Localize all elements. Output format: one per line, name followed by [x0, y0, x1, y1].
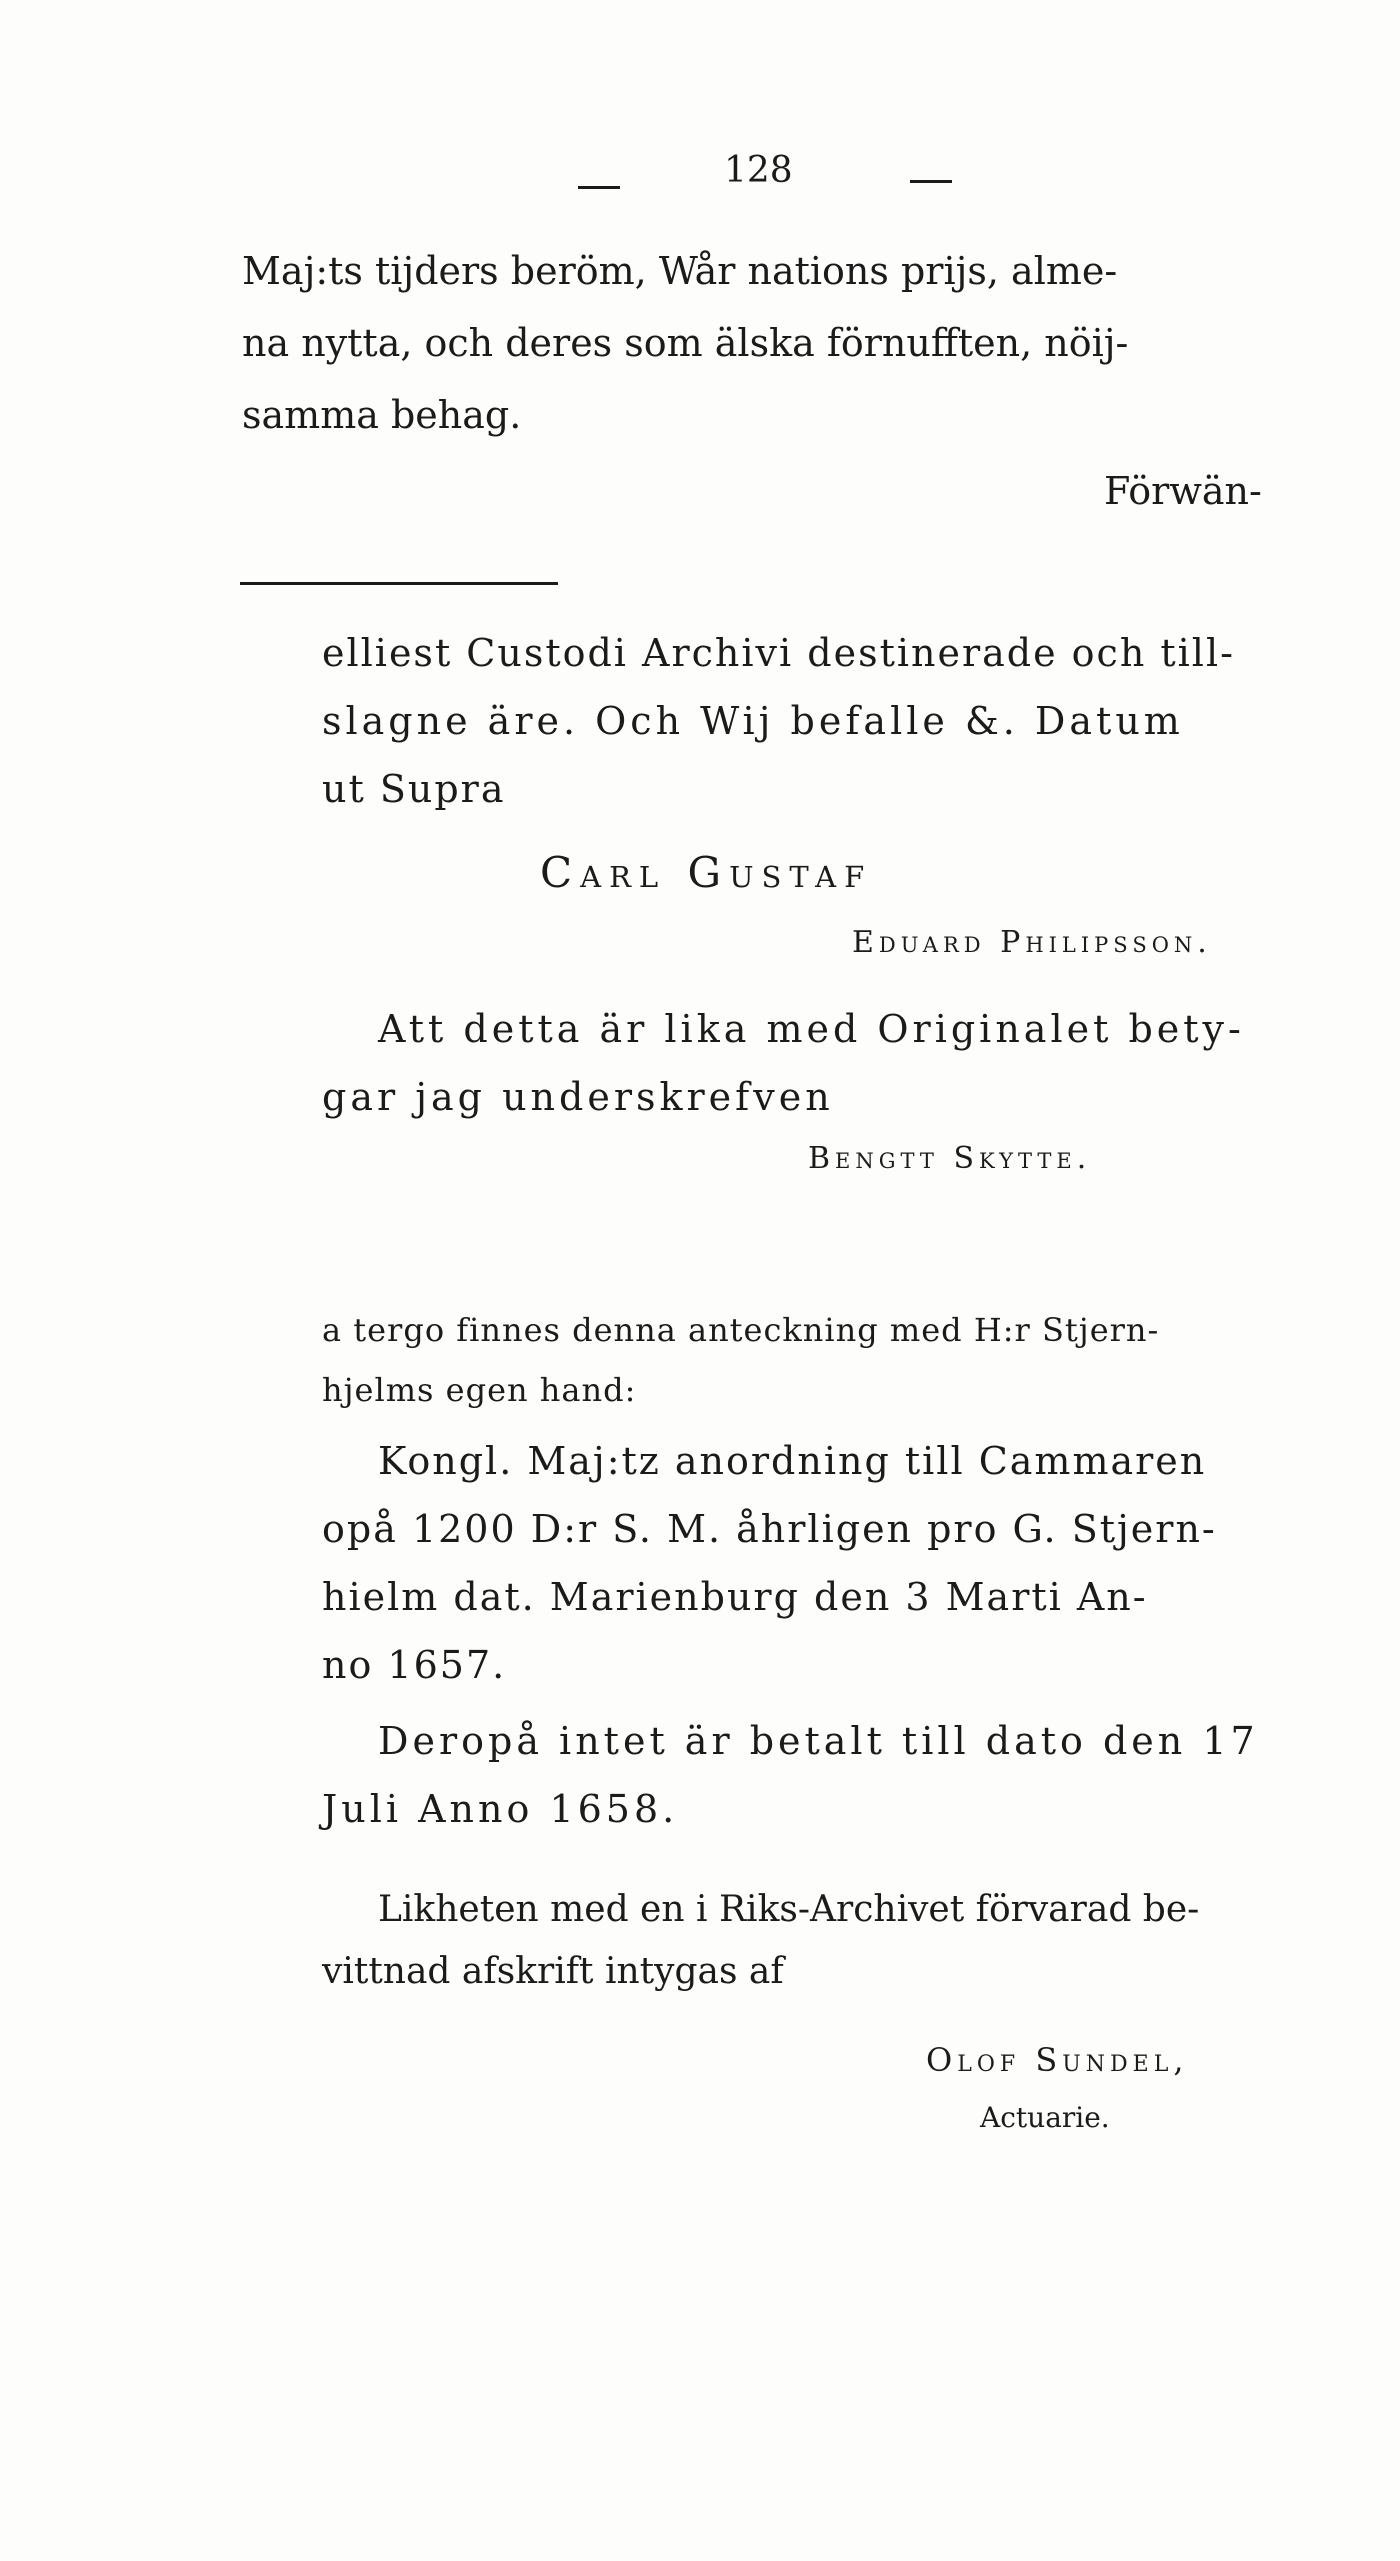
text-line-7: Att detta är lika med Originalet bety- — [378, 1007, 1245, 1051]
text-line-9: a tergo finnes denna anteckning med H:r Stjern- — [322, 1311, 1160, 1349]
text-line-16: Juli Anno 1658. — [322, 1787, 679, 1831]
header-right-dash — [910, 180, 952, 183]
catchword: Förwän- — [1104, 469, 1262, 513]
text-line-17: Likheten med en i Riks-Archivet förvarad be- — [378, 1889, 1200, 1930]
text-line-15: Deropå intet är betalt till dato den 17 — [378, 1719, 1259, 1763]
text-line-12: opå 1200 D:r S. M. åhrligen pro G. Stjern- — [322, 1507, 1217, 1551]
text-line-8: gar jag underskrefven — [322, 1075, 834, 1119]
text-line-14: no 1657. — [322, 1643, 507, 1687]
signature-eduard-philipsson: Eduard Philipsson. — [852, 925, 1212, 960]
text-line-5: slagne äre. Och Wij befalle &. Datum — [322, 699, 1184, 743]
page-number: 128 — [724, 150, 793, 191]
signature-olof-sundel: Olof Sundel, — [926, 2041, 1189, 2079]
signature-bengtt-skytte: Bengtt Skytte. — [808, 1141, 1092, 1176]
text-line-13: hielm dat. Marienburg den 3 Marti An- — [322, 1575, 1148, 1619]
text-line-6: ut Supra — [322, 767, 506, 811]
text-line-3: samma behag. — [242, 393, 522, 437]
text-line-18: vittnad afskrift intygas af — [322, 1951, 784, 1992]
text-line-4: elliest Custodi Archivi destinerade och till- — [322, 631, 1235, 675]
text-line-10: hjelms egen hand: — [322, 1371, 637, 1409]
text-line-11: Kongl. Maj:tz anordning till Cammaren — [378, 1439, 1207, 1483]
signature-carl-gustaf: Carl Gustaf — [540, 848, 873, 897]
section-rule — [240, 582, 558, 585]
text-line-2: na nytta, och deres som älska förnufften, nöij- — [242, 321, 1129, 365]
text-line-1: Maj:ts tijders beröm, Wår nations prijs, alme- — [242, 249, 1118, 293]
signature-title-actuarie: Actuarie. — [980, 2101, 1110, 2134]
header-left-dash — [578, 186, 620, 189]
